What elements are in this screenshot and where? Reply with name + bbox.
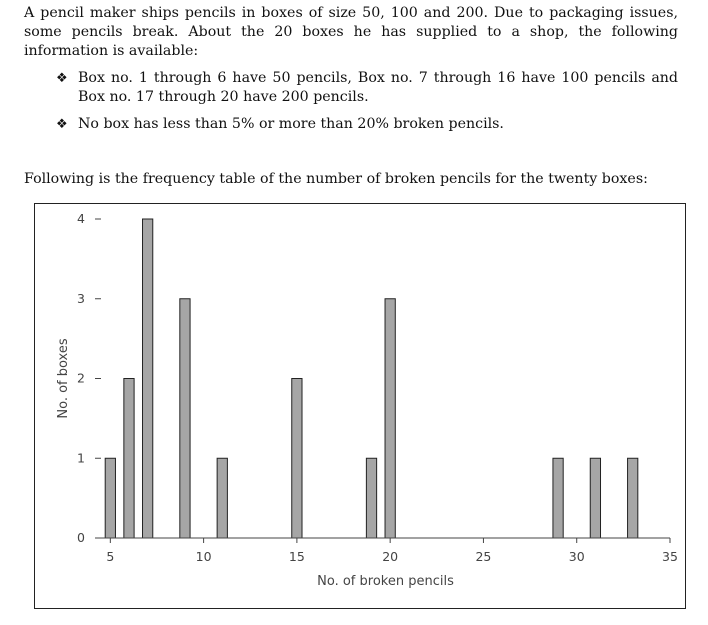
intro-paragraph: A pencil maker ships pencils in boxes of size 50, 100 and 200. Due to packaging issues, some pencils break. About the 20 boxes he has supplied to a shop, the following information is available: (24, 5, 678, 59)
bar-31 (590, 458, 600, 538)
info-bullet-1 (56, 69, 678, 107)
chart-frame (34, 203, 686, 609)
y-tick-label: 1 (77, 450, 85, 466)
y-axis-title: No. of boxes (56, 338, 71, 419)
info-bullet-text: No box has less than 5% or more than 20% broken pencils. (78, 116, 504, 132)
x-axis-title: No. of broken pencils (317, 574, 454, 589)
x-tick-label: 35 (662, 549, 678, 564)
bars (105, 219, 638, 538)
bar-9 (180, 299, 190, 538)
y-tick-label: 2 (77, 370, 85, 386)
y-tick-label: 4 (77, 211, 85, 226)
bar-15 (292, 379, 302, 539)
x-tick-label: 30 (568, 549, 585, 564)
info-bullet-text: Box no. 1 through 6 have 50 pencils, Box no. 7 through 16 have 100 pencils and Box no. 17 through 20 have 200 pencils. (78, 70, 678, 105)
bar-chart (35, 204, 685, 608)
bar-33 (628, 458, 638, 538)
x-tick-label: 5 (106, 549, 115, 564)
x-tick-label: 10 (195, 549, 212, 564)
bar-5 (105, 458, 115, 538)
bar-6 (124, 379, 134, 539)
bar-20 (385, 299, 395, 538)
question-text (24, 4, 678, 142)
info-bullet-2 (56, 115, 678, 134)
bar-7 (143, 219, 153, 538)
x-axis-ticks (106, 538, 678, 564)
x-tick-label: 20 (382, 549, 399, 564)
four-diamond-bullet-icon: ❖ (56, 71, 68, 86)
bar-29 (553, 458, 563, 538)
info-list (24, 69, 678, 134)
x-tick-label: 15 (288, 549, 305, 564)
x-tick-label: 25 (475, 549, 492, 564)
y-tick-label: 3 (77, 290, 85, 306)
four-diamond-bullet-icon: ❖ (56, 117, 68, 132)
bar-19 (366, 458, 376, 538)
y-axis-ticks (77, 211, 101, 545)
y-tick-label: 0 (77, 530, 85, 545)
followup-text: Following is the frequency table of the number of broken pencils for the twenty boxes: (24, 171, 648, 187)
bar-11 (217, 458, 227, 538)
